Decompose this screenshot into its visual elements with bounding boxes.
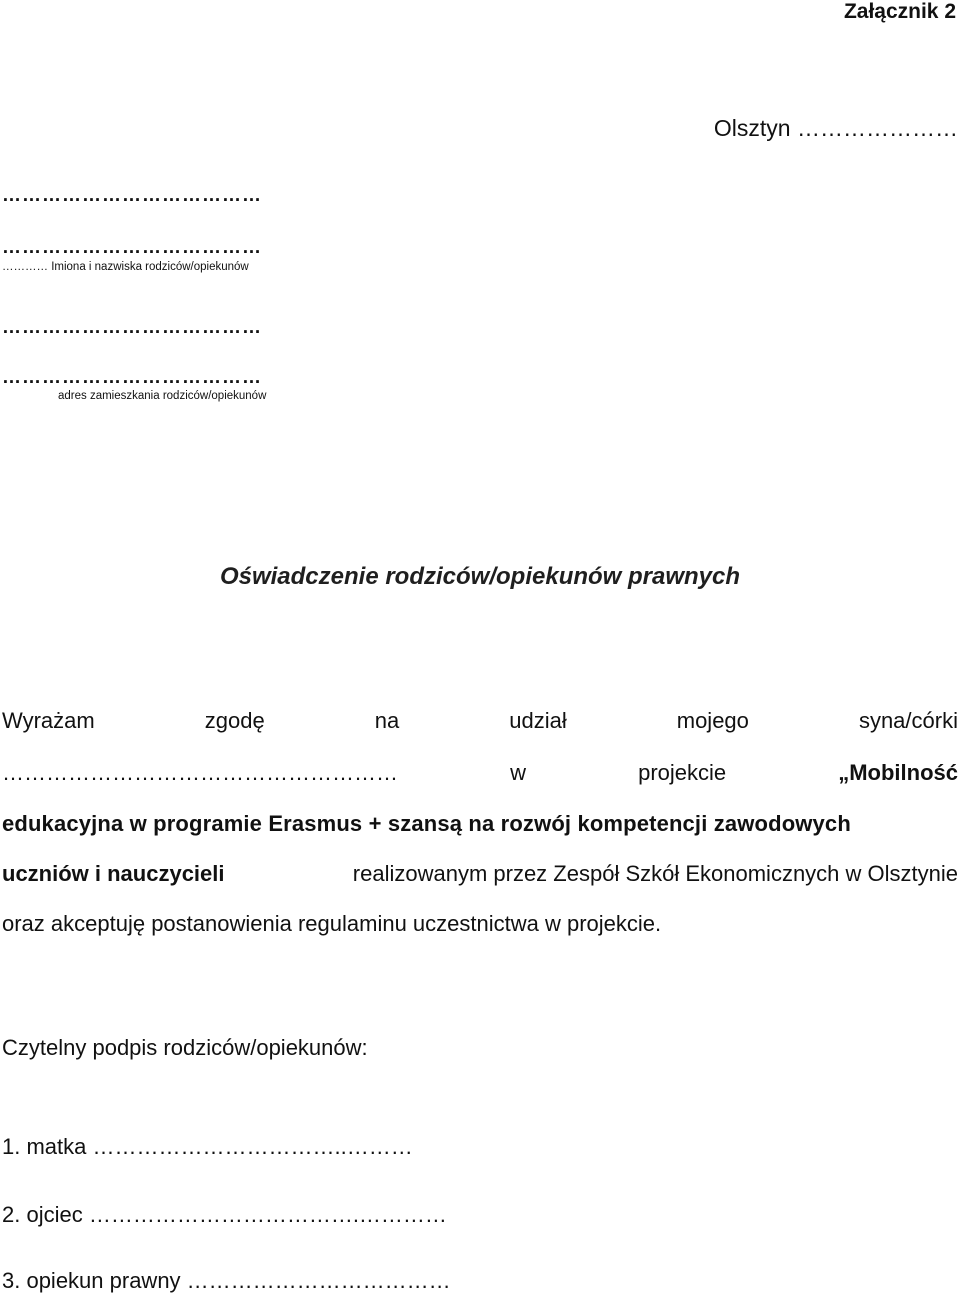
word: zgodę bbox=[204, 708, 265, 733]
word: w bbox=[510, 760, 526, 785]
statement-line-2 bbox=[2, 760, 958, 786]
signature-guardian: 3. opiekun prawny ……………………………… bbox=[2, 1268, 451, 1293]
word: syna/córki bbox=[858, 708, 958, 733]
statement-line-3: edukacyjna w programie Erasmus + szansą na rozwój kompetencji zawodowych bbox=[2, 811, 851, 836]
project-name-end: uczniów i nauczycieli bbox=[2, 861, 225, 886]
attachment-label: Załącznik 2 bbox=[843, 0, 956, 23]
names-line-2: ………………………………… bbox=[2, 237, 262, 258]
names-line-1: ………………………………… bbox=[2, 185, 262, 206]
signature-mother: 1. matka ……………………………..……… bbox=[2, 1134, 413, 1159]
statement-text: realizowanym przez Zespół Szkół Ekonomicznych w Olsztynie bbox=[352, 861, 958, 886]
statement-line-4 bbox=[2, 861, 958, 887]
word: Wyrażam bbox=[2, 708, 95, 733]
statement-line-5: oraz akceptuję postanowienia regulaminu uczestnictwa w projekcie. bbox=[2, 911, 662, 936]
child-name-blank: ……………………………………………… bbox=[2, 760, 398, 785]
word: mojego bbox=[676, 708, 749, 733]
word: na bbox=[374, 708, 400, 733]
names-caption-text: Imiona i nazwiska rodziców/opiekunów bbox=[51, 261, 249, 273]
names-caption-dots: ………… bbox=[2, 261, 48, 273]
statement-line-1 bbox=[2, 708, 958, 734]
signature-father: 2. ojciec ……………………………….………… bbox=[2, 1202, 447, 1227]
address-line-1: ………………………………… bbox=[2, 317, 262, 338]
place-date: Olsztyn ………………… bbox=[713, 115, 958, 141]
statement-title: Oświadczenie rodziców/opiekunów prawnych bbox=[219, 563, 741, 590]
project-name-start: „Mobilność bbox=[838, 760, 958, 785]
address-line-2: ………………………………… bbox=[2, 367, 262, 388]
word: udział bbox=[509, 708, 567, 733]
word: projekcie bbox=[638, 760, 727, 785]
signature-heading: Czytelny podpis rodziców/opiekunów: bbox=[2, 1035, 368, 1060]
address-caption: adres zamieszkania rodziców/opiekunów bbox=[58, 390, 267, 402]
names-caption bbox=[2, 261, 249, 273]
